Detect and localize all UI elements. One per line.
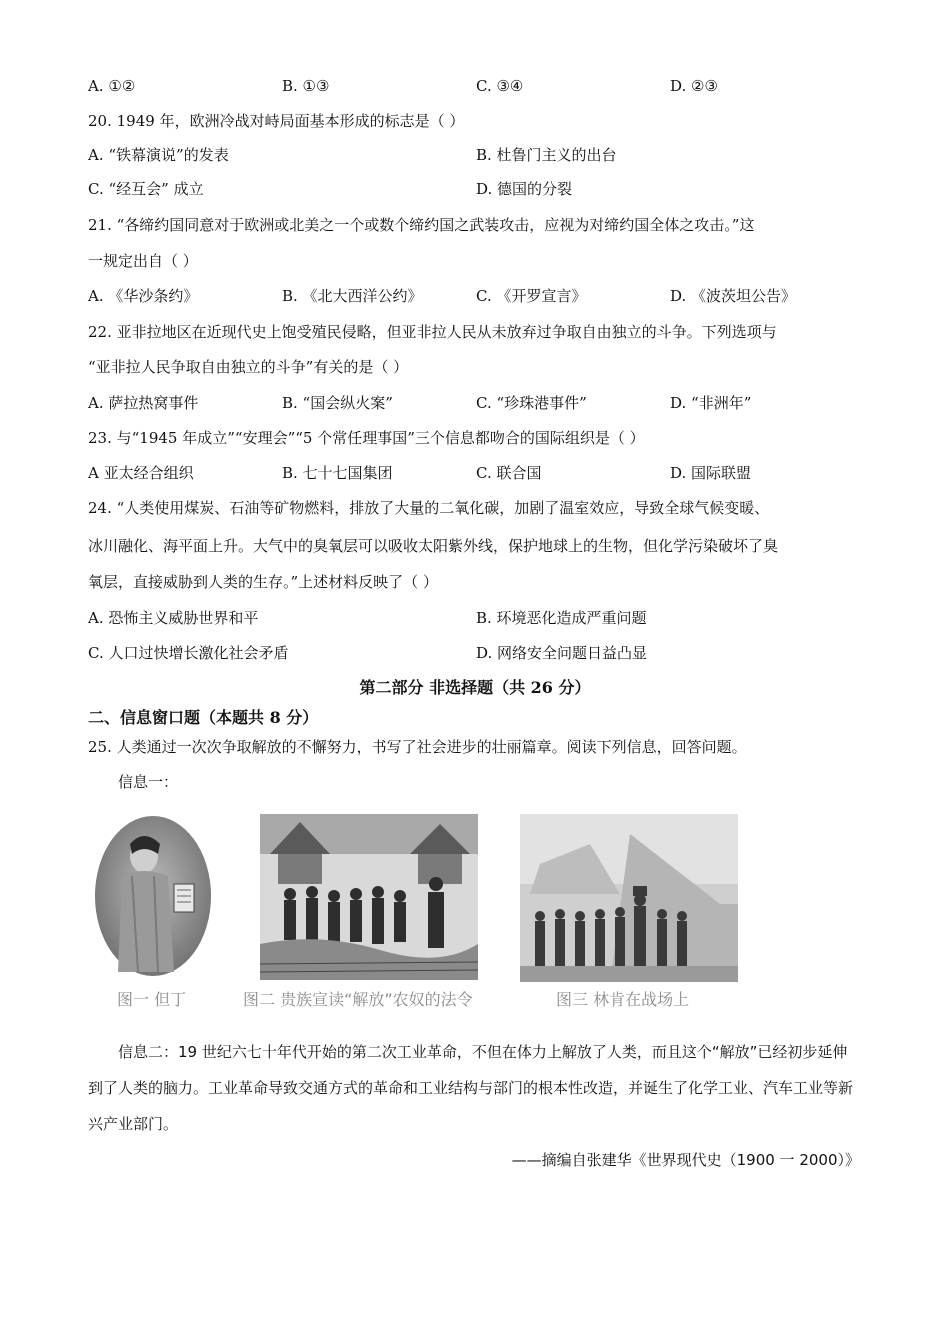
q22-option-d: D. “非洲年” — [670, 394, 752, 412]
info2-source: ——摘编自张建华《世界现代史（1900 一 2000）》 — [511, 1151, 860, 1169]
q22-stem-line1: 22. 亚非拉地区在近现代史上饱受殖民侵略，但亚非拉人民从未放弃过争取自由独立的斗争。下列选项与 — [88, 323, 777, 341]
q23-stem: 23. 与“1945 年成立”“安理会”“5 个常任理事国”三个信息都吻合的国际组织是（ ） — [88, 429, 645, 447]
caption-figure-2: 图二 贵族宣读“解放”农奴的法令 — [243, 990, 473, 1009]
q19-option-a: A. ①② — [88, 77, 136, 95]
q20-option-d: D. 德国的分裂 — [476, 180, 573, 198]
q21-option-c: C. 《开罗宣言》 — [476, 287, 587, 305]
q20-option-b: B. 杜鲁门主义的出台 — [476, 146, 617, 164]
info2-paragraph: 信息二：19 世纪六七十年代开始的第二次工业革命，不但在体力上解放了人类，而且这个“解放”已经初步延伸到了人类的脑力。工业革命导致交通方式的革命和工业结构与部门的根本性改造，并诞生了化学工业、汽车工业等新兴产业部门。 — [88, 1043, 854, 1133]
q24-option-b: B. 环境恶化造成严重问题 — [476, 609, 647, 627]
q19-option-c: C. ③④ — [476, 77, 524, 95]
q25-stem: 25. 人类通过一次次争取解放的不懈努力，书写了社会进步的壮丽篇章。阅读下列信息，回答问题。 — [88, 738, 747, 756]
q21-stem-line1: 21. “各缔约国同意对于欧洲或北美之一个或数个缔约国之武装攻击，应视为对缔约国全体之攻击。”这 — [88, 216, 755, 234]
info1-label: 信息一： — [118, 773, 179, 791]
q21-option-d: D. 《波茨坦公告》 — [670, 287, 797, 305]
caption-figure-3: 图三 林肯在战场上 — [556, 990, 690, 1009]
q23-option-a: A 亚太经合组织 — [88, 464, 194, 482]
q19-option-d: D. ②③ — [670, 77, 718, 95]
part2-title: 第二部分 非选择题（共 26 分） — [359, 678, 591, 697]
q24-stem-line3: 氧层，直接威胁到人类的生存。”上述材料反映了（ ） — [88, 573, 438, 591]
emancipation-decree-engraving-image — [260, 814, 478, 980]
q19-option-b: B. ①③ — [282, 77, 330, 95]
q21-option-a: A. 《华沙条约》 — [88, 287, 199, 305]
q23-option-c: C. 联合国 — [476, 464, 542, 482]
q24-option-a: A. 恐怖主义威胁世界和平 — [88, 609, 259, 627]
dante-portrait-image — [92, 814, 214, 978]
q22-option-c: C. “珍珠港事件” — [476, 394, 587, 412]
q20-option-c: C. “经互会” 成立 — [88, 180, 204, 198]
q23-option-b: B. 七十七国集团 — [282, 464, 393, 482]
q22-option-b: B. “国会纵火案” — [282, 394, 393, 412]
q24-stem-line2: 冰川融化、海平面上升。大气中的臭氧层可以吸收太阳紫外线，保护地球上的生物，但化学污染破坏了臭 — [88, 537, 779, 555]
caption-figure-1: 图一 但丁 — [117, 990, 187, 1009]
q21-stem-line2: 一规定出自（ ） — [88, 252, 198, 270]
q24-option-c: C. 人口过快增长激化社会矛盾 — [88, 644, 289, 662]
q23-option-d: D. 国际联盟 — [670, 464, 752, 482]
section2-title: 二、信息窗口题（本题共 8 分） — [88, 708, 319, 727]
q24-option-d: D. 网络安全问题日益凸显 — [476, 644, 648, 662]
q20-stem: 20. 1949 年，欧洲冷战对峙局面基本形成的标志是（ ） — [88, 112, 465, 130]
q24-stem-line1: 24. “人类使用煤炭、石油等矿物燃料，排放了大量的二氧化碳，加剧了温室效应，导致全球气候变暖、 — [88, 499, 770, 517]
q21-option-b: B. 《北大西洋公约》 — [282, 287, 423, 305]
lincoln-battlefield-photo-image — [520, 814, 738, 982]
q20-option-a: A. “铁幕演说”的发表 — [88, 146, 229, 164]
q22-option-a: A. 萨拉热窝事件 — [88, 394, 199, 412]
q22-stem-line2: “亚非拉人民争取自由独立的斗争”有关的是（ ） — [88, 358, 409, 376]
